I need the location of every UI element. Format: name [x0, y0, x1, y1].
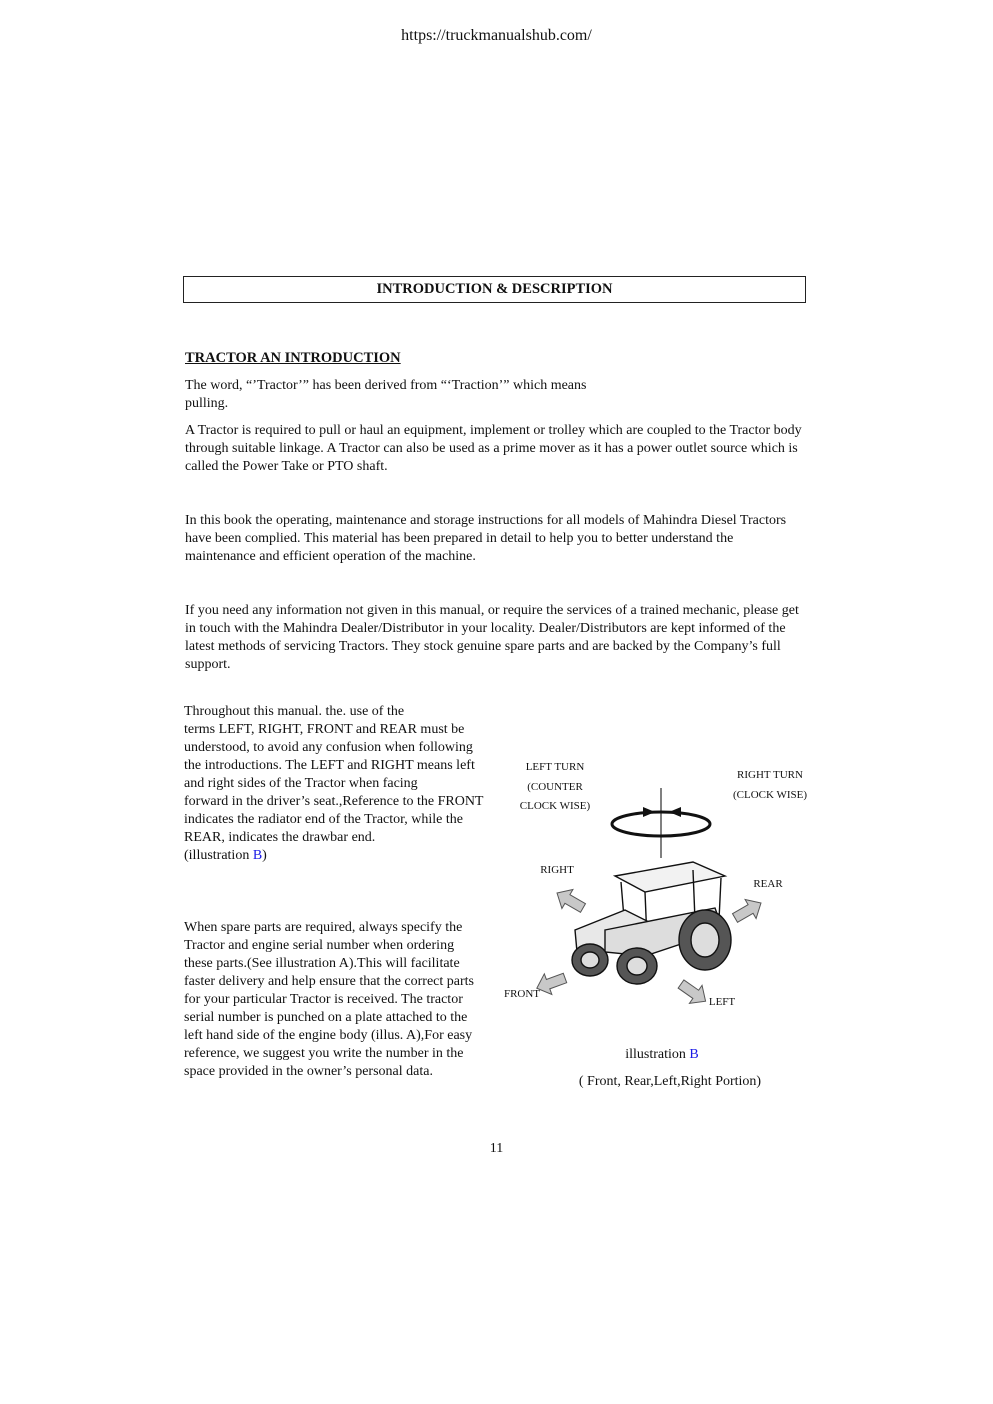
right-label: RIGHT [540, 864, 574, 876]
rear-arrow-icon [730, 893, 767, 927]
ccw-arrowhead-icon [643, 807, 655, 817]
illustration-reference [184, 847, 484, 865]
cw-arrowhead-icon [669, 807, 681, 817]
caption-prefix: illustration [625, 1047, 690, 1062]
subheading: TRACTOR AN INTRODUCTION [185, 350, 401, 366]
illustration-ref-suffix: ) [262, 848, 267, 863]
tractor-drawing [572, 862, 731, 984]
front-label: FRONT [503, 988, 541, 1000]
directions-line-3: forward in the driver’s seat.,Reference to the FRONT indicates the radiator end of the Tractor, while the REAR, indicates the drawbar end. [184, 794, 484, 845]
caption-letter: B [689, 1047, 699, 1062]
left-turn-line-2: (COUNTER [527, 780, 583, 793]
left-label: LEFT [708, 996, 736, 1008]
section-title-box [183, 276, 806, 303]
directions-paragraph [184, 703, 484, 865]
illustration-ref-letter: B [252, 848, 263, 863]
left-turn-line-3: CLOCK WISE) [519, 800, 591, 812]
spare-parts-paragraph: When spare parts are required, always specify the Tractor and engine serial number when ordering these parts.(See illustration A).This will facilitate faster delivery and help ensure that the correct parts for your particular Tractor is received. The tractor serial number is punched on a plate attached to the left hand side of the engine body (illus. A),For easy reference, we suggest you write the number in the space provided in the owner’s personal data. [184, 920, 474, 1079]
paragraph-4: If you need any information not given in this manual, or require the services of a trained mechanic, please get in touch with the Mahindra Dealer/Distributor in your locality. Dealer/Distributors are kept informed of the latest methods of servicing Tractors. They stock genuine spare parts and are backed by the Company’s full support. [185, 603, 799, 672]
right-turn-line-2: (CLOCK WISE) [732, 788, 808, 801]
paragraph-1: The word, “’Tractor’” has been derived from “‘Traction’” which means pulling. [185, 378, 587, 411]
illustration-subcaption: ( Front, Rear,Left,Right Portion) [578, 1074, 762, 1089]
illustration-caption [512, 1047, 812, 1063]
tractor-illustration [495, 780, 825, 1020]
illustration-ref-prefix: (illustration [184, 848, 253, 863]
page-url-header: https://truckmanualshub.com/ [401, 27, 592, 44]
directions-line-1: Throughout this manual. the. use of the [184, 704, 405, 719]
page-number: 11 [489, 1141, 504, 1156]
left-turn-line-1: LEFT TURN [525, 761, 585, 773]
paragraph-2: A Tractor is required to pull or haul an equipment, implement or trolley which are coupled to the Tractor body through suitable linkage. A Tractor can also be used as a prime mover as it has a power outlet source which is called the Power Take or PTO shaft. [185, 423, 802, 474]
right-arrow-icon [552, 883, 589, 917]
paragraph-3: In this book the operating, maintenance and storage instructions for all models of Mahindra Diesel Tractors have been complied. This material has been prepared in detail to help you to better understand the maintenance and efficient operation of the machine. [185, 513, 787, 564]
rear-label: REAR [753, 878, 783, 890]
section-title: INTRODUCTION & DESCRIPTION [376, 281, 613, 297]
directions-line-2: terms LEFT, RIGHT, FRONT and REAR must be understood, to avoid any confusion when following the introductions. The LEFT and RIGHT means left and right sides of the Tractor when facing [184, 722, 475, 791]
left-arrow-icon [675, 975, 712, 1010]
right-turn-line-1: RIGHT TURN [737, 769, 803, 781]
front-arrow-icon [533, 968, 569, 999]
